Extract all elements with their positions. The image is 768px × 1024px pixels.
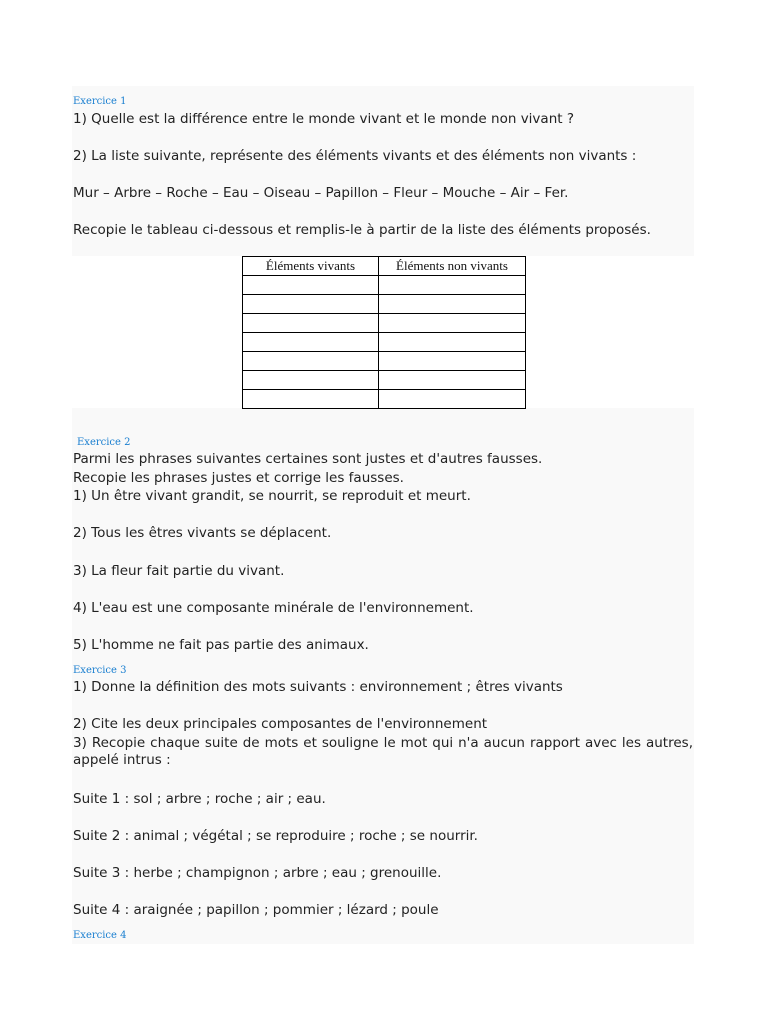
table-row [243, 371, 526, 390]
exercise-3-heading: Exercice 3 [73, 665, 127, 676]
living-nonliving-table [242, 256, 526, 409]
exercise-2-statement-1: 1) Un être vivant grandit, se nourrit, se reproduit et meurt. [73, 488, 471, 504]
exercise-2-statement-4: 4) L'eau est une composante minérale de l'environnement. [73, 600, 474, 616]
table-cell [243, 276, 379, 295]
table-header-row [243, 257, 526, 276]
exercise-3-suite-2: Suite 2 : animal ; végétal ; se reproduire ; roche ; se nourrir. [73, 828, 478, 844]
exercise-2-statement-2: 2) Tous les êtres vivants se déplacent. [73, 525, 332, 541]
table-cell [379, 314, 526, 333]
exercise-2-intro: Parmi les phrases suivantes certaines sont justes et d'autres fausses. [73, 451, 543, 467]
exercise-3-suite-4: Suite 4 : araignée ; papillon ; pommier ; lézard ; poule [73, 902, 439, 918]
exercise-2-statement-3: 3) La fleur fait partie du vivant. [73, 563, 285, 579]
exercise-3-question-3: 3) Recopie chaque suite de mots et souligne le mot qui n'a aucun rapport avec les autres, appelé intrus : [73, 735, 693, 768]
exercise-1-instruction: Recopie le tableau ci-dessous et remplis-le à partir de la liste des éléments proposés. [73, 222, 651, 238]
exercise-2-instruction: Recopie les phrases justes et corrige les fausses. [73, 470, 404, 486]
table-cell [243, 390, 379, 409]
table-cell [379, 295, 526, 314]
table-row [243, 390, 526, 409]
column-header-nonliving: Éléments non vivants [379, 257, 526, 276]
table-cell [243, 352, 379, 371]
table-cell [243, 295, 379, 314]
column-header-living: Éléments vivants [243, 257, 379, 276]
table-cell [379, 333, 526, 352]
table-cell [243, 333, 379, 352]
table-cell [379, 352, 526, 371]
exercise-2-statement-5: 5) L'homme ne fait pas partie des animaux. [73, 637, 369, 653]
table-row [243, 352, 526, 371]
exercise-1-question-1: 1) Quelle est la différence entre le monde vivant et le monde non vivant ? [73, 111, 575, 127]
exercise-4-heading: Exercice 4 [73, 930, 127, 941]
table-cell [379, 371, 526, 390]
table-row [243, 295, 526, 314]
exercise-3-suite-1: Suite 1 : sol ; arbre ; roche ; air ; eau. [73, 791, 326, 807]
exercise-3-question-2: 2) Cite les deux principales composantes de l'environnement [73, 716, 488, 732]
exercise-2-heading: Exercice 2 [77, 437, 131, 448]
exercise-3-question-1: 1) Donne la définition des mots suivants : environnement ; êtres vivants [73, 679, 563, 695]
table-cell [379, 390, 526, 409]
exercise-1-question-2: 2) La liste suivante, représente des éléments vivants et des éléments non vivants : [73, 148, 637, 164]
exercise-3-suite-3: Suite 3 : herbe ; champignon ; arbre ; eau ; grenouille. [73, 865, 442, 881]
table-cell [243, 371, 379, 390]
table-row [243, 333, 526, 352]
exercise-1-element-list: Mur – Arbre – Roche – Eau – Oiseau – Papillon – Fleur – Mouche – Air – Fer. [73, 185, 569, 201]
table-cell [243, 314, 379, 333]
table-row [243, 276, 526, 295]
exercise-1-heading: Exercice 1 [73, 96, 127, 107]
table-cell [379, 276, 526, 295]
table-row [243, 314, 526, 333]
